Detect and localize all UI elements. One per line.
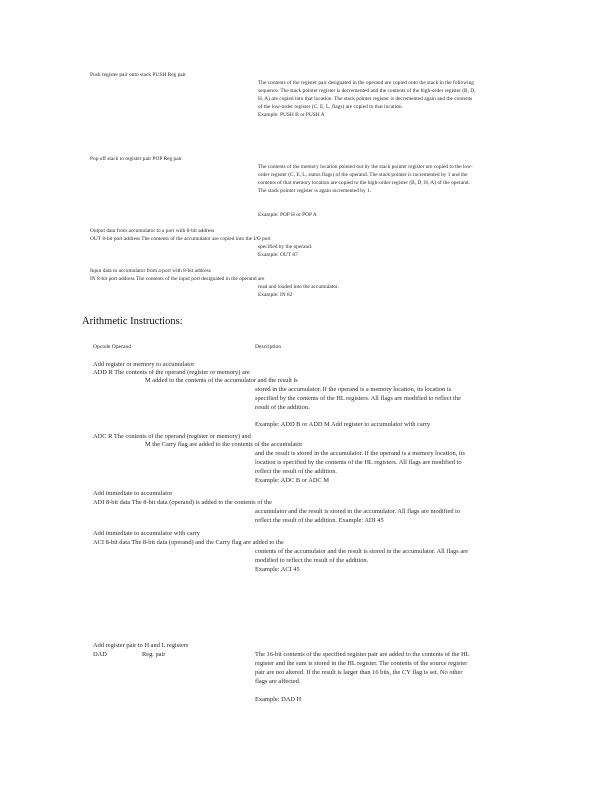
dad-desc-4: flags are affected. bbox=[255, 678, 301, 685]
add-desc-2: specified by the contents of the HL registers. All flags are modified to reflect the bbox=[255, 395, 461, 402]
out-line: OUT 8-bit port address The contents of the accumulator are copied into the I/O port bbox=[90, 236, 271, 242]
push-desc-3: H, A) are copied into that location. The stack pointer register is decremented again and the contents bbox=[258, 96, 473, 102]
adi-desc-1: accumulator and the result is stored in the accumulator. All flags are modified to bbox=[255, 508, 461, 515]
adc-desc-2: location is specified by the contents of the HL registers. All flags are modified to bbox=[255, 459, 462, 466]
out-title: Output data from accumulator to a port with 8-bit address bbox=[90, 228, 215, 234]
dad-desc-1: The 16-bit contents of the specified register pair are added to the contents of the HL bbox=[255, 651, 470, 658]
add-title: Add register or memory to accumulator bbox=[93, 361, 195, 368]
dad-title: Add register pair to H and L registers bbox=[93, 642, 189, 649]
push-desc-1: The contents of the register pair designated in the operand are copied onto the stack in the following bbox=[258, 80, 475, 86]
adc-example: Example: ADC B or ADC M bbox=[255, 477, 330, 484]
arithmetic-heading: Arithmetic Instructions: bbox=[82, 316, 183, 327]
dad-desc-2: register and the sum is stored in the HL register. The contents of the source register bbox=[255, 660, 468, 667]
push-example: Example: PUSH B or PUSH A bbox=[258, 112, 325, 118]
adi-desc-2: reflect the result of the addition. Example: ADI 45 bbox=[255, 517, 384, 524]
add-desc-3: result of the addition. bbox=[255, 404, 310, 411]
push-desc-4: of the low-order register (C, E, L, flags) are copied to that location. bbox=[258, 104, 403, 110]
in-example: Example: IN 82 bbox=[258, 292, 293, 298]
aci-example: Example: ACI 45 bbox=[255, 566, 300, 573]
add-desc-1: stored in the accumulator. If the operand is a memory location, its location is bbox=[255, 386, 452, 393]
dad-desc-3: pair are not altered. If the result is larger than 16 bits, the CY flag is set. No other bbox=[255, 669, 463, 676]
out-example: Example: OUT 87 bbox=[258, 252, 298, 258]
pop-title: Pop off stack to register pair POP Reg pair bbox=[90, 156, 182, 162]
pop-example: Example: POP H or POP A bbox=[258, 212, 317, 218]
add-line-2: M added to the contents of the accumulator and the result is bbox=[145, 377, 298, 384]
aci-title: Add immediate to accumulator with carry bbox=[93, 530, 201, 537]
in-line: IN 8-bit port address The contents of the input port designated in the operand are bbox=[90, 276, 265, 282]
in-cont: read and loaded into the accumulator. bbox=[258, 284, 339, 290]
in-title: Input data to accumulator from a port with 8-bit address bbox=[90, 268, 211, 274]
dad-opcode: DAD bbox=[93, 651, 107, 658]
adi-title: Add immediate to accumulator bbox=[93, 490, 173, 497]
adc-line-1: ADC R The contents of the operand (register or memory) and bbox=[93, 433, 251, 440]
pop-desc-3: contents of that memory location are copied to the high-order register (B, D, H, A) of the operand. bbox=[258, 180, 470, 186]
col-description: Description bbox=[255, 344, 282, 350]
dad-example: Example: DAD H bbox=[255, 696, 302, 703]
adc-line-2: M the Carry flag are added to the contents of the accumulator bbox=[145, 441, 303, 448]
add-example: Example: ADD B or ADD M Add register to accumulator with carry bbox=[255, 421, 431, 428]
aci-line-1: ACI 8-bit data The 8-bit data (operand) and the Carry flag are added to the bbox=[93, 539, 284, 546]
adc-desc-3: reflect the result of the addition. bbox=[255, 468, 337, 475]
push-title: Push register pair onto stack PUSH Reg pair bbox=[90, 72, 186, 78]
aci-desc-1: contents of the accumulator and the result is stored in the accumulator. All flags are bbox=[255, 548, 469, 555]
pop-desc-2: order register (C, E, L, status flags) of the operand. The stack pointer is incremented by 1 and the bbox=[258, 172, 468, 178]
push-desc-2: sequence. The stack pointer register is decremented and the contents of the high-order register (B, D, bbox=[258, 88, 476, 94]
adc-desc-1: and the result is stored in the accumulator. If the operand is a memory location, its bbox=[255, 450, 465, 457]
out-cont: specified by the operand. bbox=[258, 244, 313, 250]
pop-desc-4: The stack pointer register is again incremented by 1. bbox=[258, 188, 372, 194]
add-line-1: ADD R The contents of the operand (register or memory) are bbox=[93, 369, 250, 376]
pop-desc-1: The contents of the memory location pointed out by the stack pointer register are copied to the low- bbox=[258, 164, 473, 170]
col-opcode-operand: Opcode Operand bbox=[93, 344, 132, 350]
dad-operand: Reg. pair bbox=[142, 651, 166, 658]
aci-desc-2: modified to reflect the result of the addition. bbox=[255, 557, 369, 564]
adi-line-1: ADI 8-bit data The 8-bit data (operand) is added to the contents of the bbox=[93, 499, 272, 506]
